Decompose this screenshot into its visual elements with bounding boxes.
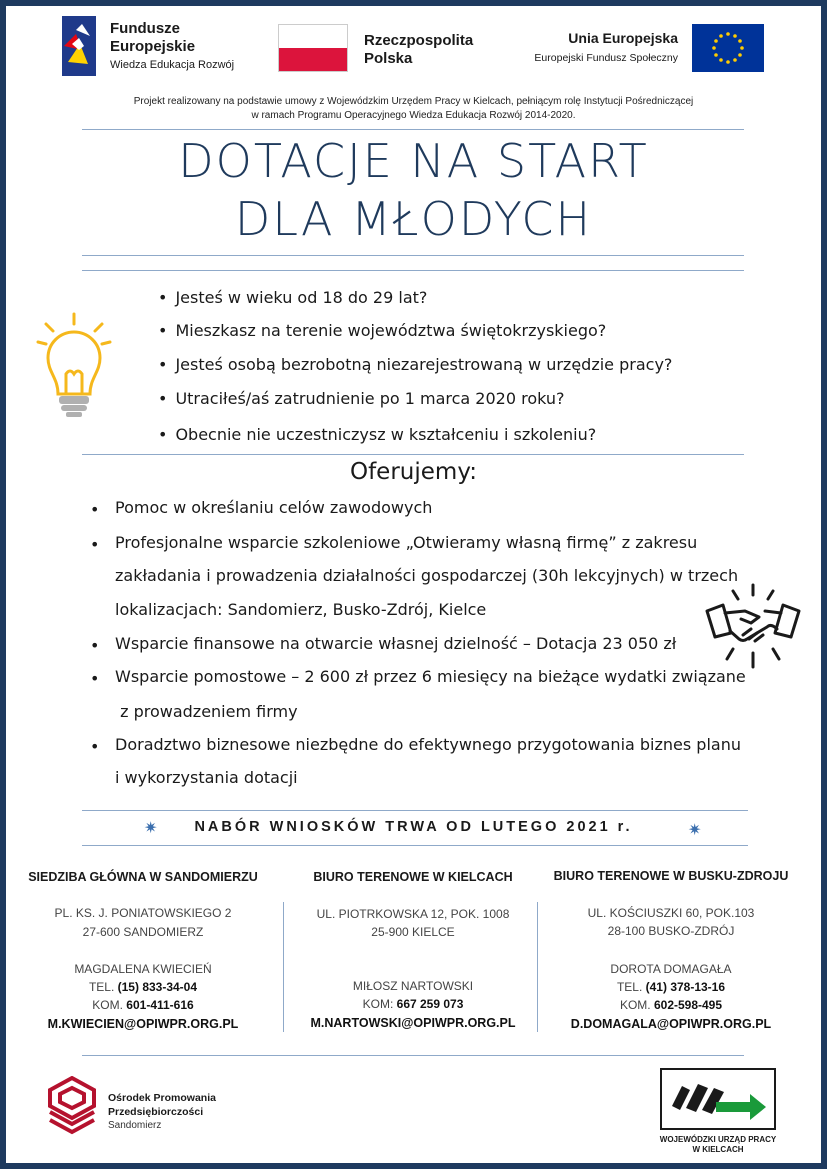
- ue-line1: Unia Europejska: [568, 30, 678, 46]
- office-postcode: 28-100 BUSKO-ZDRÓJ: [607, 924, 735, 938]
- office-heading: BIURO TERENOWE W KIELCACH: [313, 870, 513, 884]
- question-item: • Utraciłeś/aś zatrudnienie po 1 marca 2020 roku?: [158, 389, 565, 408]
- snowflake-icon: ✷: [144, 818, 158, 837]
- page-title-line2: DLA MŁODYCH: [234, 192, 593, 246]
- offer-item-cont: zakładania i prowadzenia działalności gospodarczej (30h lekcyjnych) w trzech: [115, 566, 739, 585]
- bullet: •: [90, 636, 100, 655]
- divider: [82, 1055, 744, 1056]
- opp-line1: Ośrodek Promowania: [108, 1092, 216, 1104]
- offer-item: Profesjonalne wsparcie szkoleniowe „Otwieramy własną firmę” z zakresu: [115, 533, 698, 552]
- rp-line2: Polska: [364, 50, 413, 67]
- office-mobile: KOM. 601-411-616: [92, 998, 194, 1012]
- office-phone: TEL. (41) 378-13-16: [616, 980, 726, 994]
- ue-sub: Europejski Fundusz Społeczny: [534, 52, 678, 64]
- project-info-line1: Projekt realizowany na podstawie umowy z Wojewódzkim Urzędem Pracy w Kielcach, pełniącym rolę Instytucji Pośredniczącej: [133, 96, 694, 107]
- offer-item-cont: lokalizacjach: Sandomierz, Busko-Zdrój, Kielce: [115, 600, 487, 619]
- divider: [82, 810, 748, 811]
- recruitment-banner: NABÓR WNIOSKÓW TRWA OD LUTEGO 2021 r.: [194, 819, 633, 835]
- fe-emblem-icon: [62, 16, 96, 76]
- wup-logo: [660, 1068, 778, 1158]
- snowflake-icon: ✷: [688, 820, 702, 839]
- opp-line2: Przedsiębiorczości: [108, 1106, 204, 1118]
- opp-line3: Sandomierz: [108, 1120, 162, 1131]
- polish-flag-icon: [278, 24, 348, 72]
- office-person: MIŁOSZ NARTOWSKI: [352, 979, 474, 993]
- bullet: •: [90, 535, 100, 554]
- question-item: • Obecnie nie uczestniczysz w kształceniu i szkoleniu?: [158, 425, 596, 444]
- office-email[interactable]: M.NARTOWSKI@OPIWPR.ORG.PL: [310, 1016, 516, 1030]
- bullet: •: [90, 500, 100, 519]
- office-mobile: KOM. 602-598-495: [619, 998, 723, 1012]
- office-address: PL. KS. J. PONIATOWSKIEGO 2: [54, 906, 232, 920]
- question-item: • Mieszkasz na terenie województwa świętokrzyskiego?: [158, 321, 606, 340]
- fundusze-europejskie-logo: [62, 16, 242, 76]
- office-heading: BIURO TERENOWE W BUSKU-ZDROJU: [553, 869, 789, 883]
- office-person: DOROTA DOMAGAŁA: [610, 962, 732, 976]
- office-email[interactable]: D.DOMAGALA@OPIWPR.ORG.PL: [570, 1017, 772, 1031]
- offer-item: Wsparcie pomostowe – 2 600 zł przez 6 miesięcy na bieżące wydatki związane: [115, 667, 746, 686]
- handshake-icon: [703, 583, 803, 673]
- office-address: UL. PIOTRKOWSKA 12, POK. 1008: [316, 907, 510, 921]
- office-mobile: KOM: 667 259 073: [362, 997, 464, 1011]
- offer-item-cont: z prowadzeniem firmy: [115, 702, 298, 721]
- divider: [82, 129, 744, 130]
- offer-item: Wsparcie finansowe na otwarcie własnej dzielność – Dotacja 23 050 zł: [115, 634, 677, 653]
- question-item: • Jesteś w wieku od 18 do 29 lat?: [158, 288, 427, 307]
- office-email[interactable]: M.KWIECIEN@OPIWPR.ORG.PL: [47, 1017, 239, 1031]
- project-info-line2: w ramach Programu Operacyjnego Wiedza Edukacja Rozwój 2014-2020.: [251, 110, 576, 121]
- divider: [82, 845, 748, 846]
- office-postcode: 25-900 KIELCE: [371, 925, 455, 939]
- fe-line1: Fundusze: [110, 20, 180, 37]
- divider: [82, 454, 744, 455]
- unia-europejska-logo: [520, 24, 770, 76]
- offer-heading: Oferujemy:: [349, 459, 478, 485]
- eu-flag-icon: [692, 24, 764, 72]
- divider: [82, 255, 744, 256]
- office-heading: SIEDZIBA GŁÓWNA W SANDOMIERZU: [28, 870, 258, 884]
- office-phone: TEL. (15) 833-34-04: [88, 980, 198, 994]
- wup-line2: W KIELCACH: [692, 1145, 744, 1154]
- fe-line2: Europejskie: [110, 38, 196, 55]
- office-person: MAGDALENA KWIECIEŃ: [74, 962, 212, 976]
- office-address: UL. KOŚCIUSZKI 60, POK.103: [587, 906, 755, 920]
- wup-line1: WOJEWÓDZKI URZĄD PRACY: [659, 1135, 777, 1144]
- offer-item-cont: i wykorzystania dotacji: [115, 768, 298, 787]
- column-divider: [537, 902, 538, 1032]
- lightbulb-icon: [34, 312, 114, 422]
- offer-item: Doradztwo biznesowe niezbędne do efektywnego przygotowania biznes planu: [115, 735, 741, 754]
- opp-logo: [46, 1076, 246, 1140]
- bullet: •: [90, 737, 100, 756]
- divider: [82, 270, 744, 271]
- question-item: • Jesteś osobą bezrobotną niezarejestrowaną w urzędzie pracy?: [158, 355, 672, 374]
- bullet: •: [90, 669, 100, 688]
- column-divider: [283, 902, 284, 1032]
- offer-item: Pomoc w określaniu celów zawodowych: [115, 498, 433, 517]
- wup-emblem-icon: [660, 1068, 776, 1130]
- office-postcode: 27-600 SANDOMIERZ: [82, 925, 204, 939]
- fe-sub: Wiedza Edukacja Rozwój: [110, 59, 235, 71]
- rzeczpospolita-polska-logo: [278, 24, 498, 74]
- page-title-line1: DOTACJE NA START: [178, 134, 649, 188]
- rp-line1: Rzeczpospolita: [364, 32, 474, 49]
- opp-emblem-icon: [46, 1076, 98, 1138]
